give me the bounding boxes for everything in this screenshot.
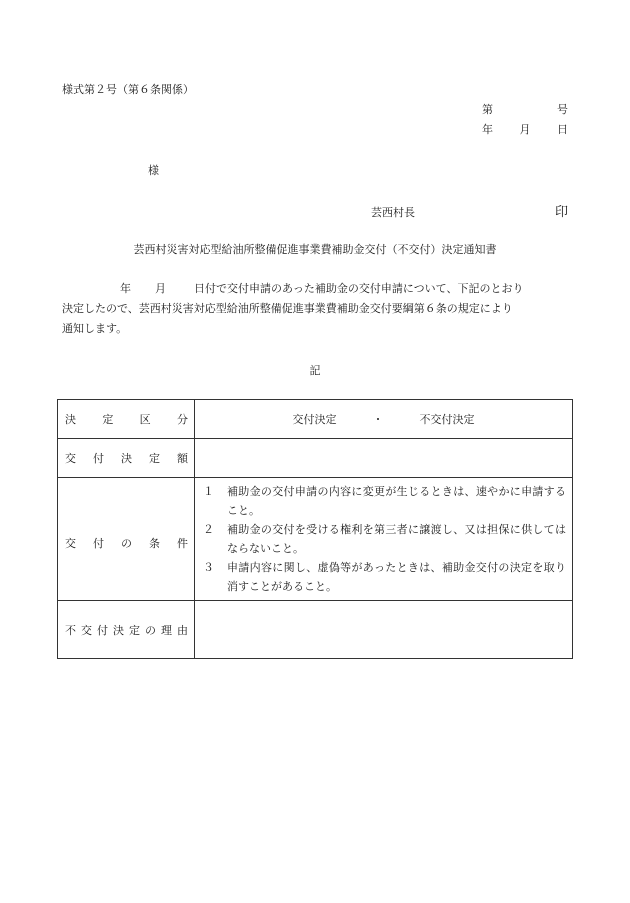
condition-text: 申請内容に関し、虚偽等があったときは、補助金交付の決定を取り消すことがあること。 [227,561,566,593]
number-prefix: 第 [482,103,493,116]
form-number: 様式第２号（第６条関係） [62,83,194,96]
condition-item [203,482,566,520]
decision-value [195,400,573,439]
label-char: 決 [65,413,76,426]
amount-label [58,439,195,478]
condition-text: 補助金の交付を受ける権利を第三者に譲渡し、又は担保に供してはならないこと。 [227,523,566,555]
label-char: 付 [93,452,104,465]
amount-value [195,439,573,478]
date-day: 日 [557,123,568,136]
label-char: 定 [129,623,140,637]
addressee: 様 [148,164,159,177]
body-month: 月 [155,282,166,295]
label-char: 件 [177,536,188,550]
condition-number: １ [203,485,214,498]
condition-text: 補助金の交付申請の内容に変更が生じるときは、速やかに申請すること。 [227,485,566,517]
label-char: 額 [177,452,188,465]
label-char: 付 [93,536,104,550]
date-month: 月 [519,123,531,136]
body-line-2: 決定したので、芸西村災害対応型給油所整備促進事業費補助金交付要綱第６条の規定により [62,302,513,315]
issue-date-line [482,121,568,137]
table-row-conditions [58,478,573,601]
label-char: の [145,623,156,637]
table-row-refusal-reason [58,601,573,659]
label-char: 由 [177,623,188,637]
decision-label [58,400,195,439]
label-char: 交 [65,452,76,465]
seal-mark: 印 [555,205,569,220]
label-char: 交 [81,623,92,637]
condition-number: ３ [203,561,214,574]
label-char: 定 [149,452,160,465]
label-char: 決 [121,452,132,465]
label-char: 定 [102,413,114,426]
label-char: の [121,536,132,550]
decision-table [57,399,573,659]
condition-number: ２ [203,523,214,536]
option-grant: 交付決定 [292,413,337,426]
body-line-3: 通知します。 [62,322,128,335]
issuer-title: 芸西村長 [371,206,415,219]
label-char: 付 [97,623,108,637]
memo-heading: 記 [309,364,321,377]
document-number-line [482,101,568,117]
body-year: 年 [120,282,131,295]
label-char: 分 [176,413,188,426]
notice-body [62,279,578,339]
table-row-decision [58,400,573,439]
body-line-1 [62,279,578,299]
conditions-value [195,478,573,601]
refusal-reason-value [195,601,573,659]
label-char: 理 [161,623,172,637]
condition-item [203,558,566,596]
refusal-reason-label [58,601,195,659]
document-title: 芸西村災害対応型給油所整備促進事業費補助金交付（不交付）決定通知書 [133,243,497,256]
label-char: 決 [113,623,124,637]
option-refusal: 不交付決定 [419,413,475,426]
date-year: 年 [482,123,493,136]
condition-item [203,520,566,558]
table-row-amount [58,439,573,478]
label-char: 条 [149,536,160,550]
label-char: 区 [139,413,151,426]
label-char: 交 [65,536,76,550]
conditions-label [58,478,195,601]
number-suffix: 号 [557,103,568,116]
option-separator: ・ [372,413,384,426]
body-line-1-text: 日付で交付申請のあった補助金の交付申請について、下記のとおり [194,282,524,295]
label-char: 不 [65,623,76,637]
